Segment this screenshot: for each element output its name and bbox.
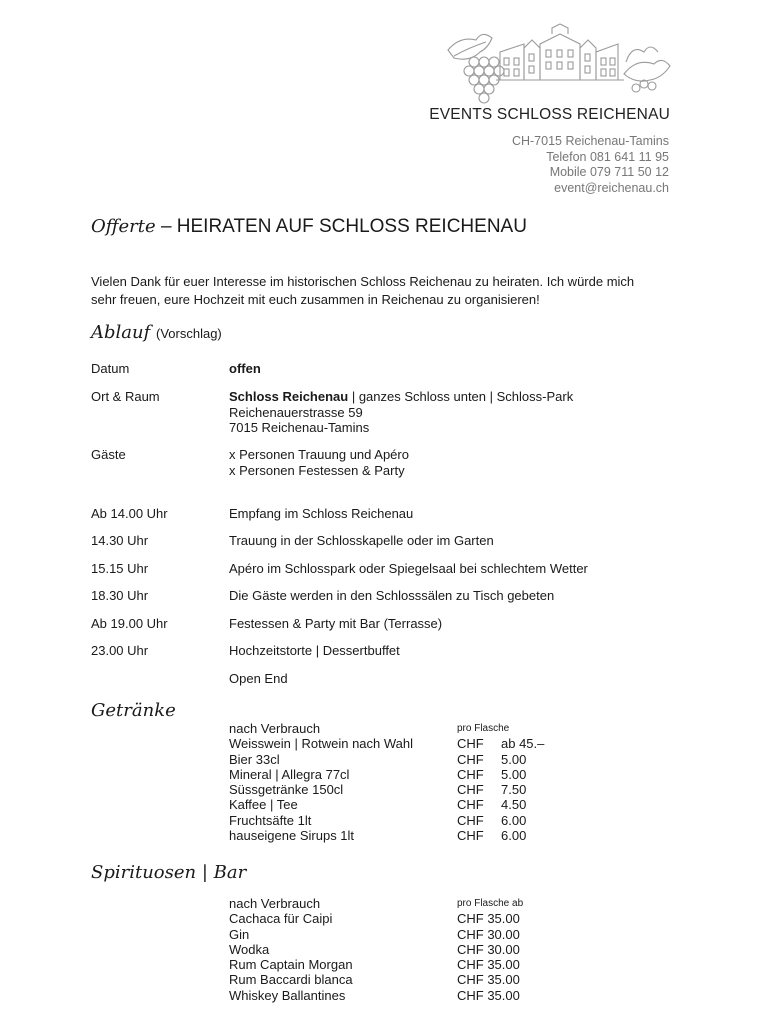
schedule-text: Die Gäste werden in den Schlosssälen zu Tisch gebeten — [229, 588, 555, 603]
price-value: 5.00 — [501, 751, 527, 767]
spirit-price: CHF 35.00 — [457, 957, 520, 973]
schedule-time: Ab 19.00 Uhr — [91, 616, 168, 631]
spirit-price: CHF 35.00 — [457, 972, 520, 988]
venue-city: 7015 Reichenau-Tamins — [229, 420, 370, 435]
title-script: Offerte — [91, 216, 156, 237]
price-header: pro Flasche ab — [457, 898, 524, 909]
title-text: – HEIRATEN AUF SCHLOSS REICHENAU — [160, 216, 527, 237]
spirituosen-intro: nach Verbrauch — [229, 896, 321, 911]
brand-name: EVENTS SCHLOSS REICHENAU — [429, 106, 670, 123]
row-label: Gäste — [91, 447, 126, 462]
row-label: Ort & Raum — [91, 389, 160, 404]
drink-item: Kaffee | Tee — [229, 797, 298, 813]
spirit-item: Wodka — [229, 941, 270, 957]
venue-street: Reichenauerstrasse 59 — [229, 404, 363, 420]
drink-item: Fruchtsäfte 1lt — [229, 812, 312, 828]
drink-item: Weisswein | Rotwein nach Wahl — [229, 736, 414, 752]
currency: CHF — [457, 812, 484, 828]
schedule-text: Festessen & Party mit Bar (Terrasse) — [229, 616, 443, 631]
drink-item: Mineral | Allegra 77cl — [229, 766, 350, 782]
currency: CHF — [457, 797, 484, 813]
row-label: Datum — [91, 361, 130, 376]
price-value: 6.00 — [501, 828, 527, 844]
drink-price — [457, 782, 544, 797]
getraenke-items — [229, 721, 413, 843]
schedule-time: 15.15 Uhr — [91, 561, 149, 576]
price-value: 7.50 — [501, 782, 527, 798]
spirit-item: Gin — [229, 926, 250, 942]
currency: CHF — [457, 782, 484, 798]
drink-price — [457, 813, 544, 828]
schedule-text: Open End — [229, 671, 288, 686]
price-header: pro Flasche — [457, 723, 510, 734]
spirit-item: Rum Captain Morgan — [229, 957, 353, 973]
price-value: ab 45.– — [501, 736, 545, 752]
spirit-price: CHF 30.00 — [457, 941, 520, 957]
currency: CHF — [457, 828, 484, 844]
spirituosen-prices — [457, 896, 523, 1003]
getraenke-prices — [457, 721, 544, 843]
spirit-price: CHF 35.00 — [457, 911, 520, 927]
schedule-time: 14.30 Uhr — [91, 533, 149, 548]
drink-item: hauseigene Sirups 1lt — [229, 828, 355, 844]
drink-item: Bier 33cl — [229, 751, 280, 767]
spirit-item: Rum Baccardi blanca — [229, 972, 353, 988]
currency: CHF — [457, 751, 484, 767]
contact-phone: Telefon 081 641 11 95 — [546, 149, 669, 164]
schedule-text: Empfang im Schloss Reichenau — [229, 506, 414, 521]
drink-price — [457, 828, 544, 843]
drink-price — [457, 736, 544, 751]
currency: CHF — [457, 736, 484, 752]
contact-email: event@reichenau.ch — [554, 180, 669, 195]
schedule-text: Apéro im Schlosspark oder Spiegelsaal bei schlechtem Wetter — [229, 561, 588, 576]
ablauf-subheading: (Vorschlag) — [156, 326, 222, 341]
drink-item: Süssgetränke 150cl — [229, 782, 344, 798]
page-title — [91, 216, 527, 238]
getraenke-intro: nach Verbrauch — [229, 721, 321, 736]
section-spirituosen-heading: Spirituosen | Bar — [91, 862, 247, 883]
price-value: 6.00 — [501, 812, 527, 828]
contact-address: CH-7015 Reichenau-Tamins — [511, 134, 669, 148]
spirit-price: CHF 35.00 — [457, 987, 520, 1003]
guests-line: x Personen Trauung und Apéro — [229, 447, 409, 462]
ablauf-heading-text: Ablauf — [91, 322, 151, 343]
price-value: 4.50 — [501, 797, 527, 813]
spirit-item: Cachaca für Caipi — [229, 911, 333, 927]
intro-text: Vielen Dank für euer Interesse im historischen Schloss Reichenau zu heiraten. Ich würde mich sehr freuen, eure Hochzeit mit euch zusammen in Reichenau zu organisieren! — [91, 274, 635, 307]
drink-price — [457, 797, 544, 812]
guests-line: x Personen Festessen & Party — [229, 462, 405, 478]
contact-mobile: Mobile 079 711 50 12 — [549, 165, 669, 180]
venue-name: Schloss Reichenau — [229, 389, 349, 404]
spirituosen-items — [229, 896, 353, 1003]
schedule-text: Trauung in der Schlosskapelle oder im Garten — [229, 533, 494, 548]
currency: CHF — [457, 766, 484, 782]
section-ablauf-heading — [91, 322, 222, 343]
drink-price — [457, 767, 544, 782]
venue-areas: | ganzes Schloss unten | Schloss-Park — [348, 389, 574, 404]
schedule-time: 23.00 Uhr — [91, 643, 149, 658]
schedule-time: 18.30 Uhr — [91, 588, 149, 603]
schedule-text: Hochzeitstorte | Dessertbuffet — [229, 643, 400, 658]
castle-logo-icon — [440, 22, 680, 110]
drink-price — [457, 752, 544, 767]
price-value: 5.00 — [501, 766, 527, 782]
schedule-time: Ab 14.00 Uhr — [91, 506, 168, 521]
section-getraenke-heading: Getränke — [91, 700, 176, 721]
spirit-price: CHF 30.00 — [457, 926, 520, 942]
contact-block — [400, 134, 669, 196]
row-value: offen — [229, 361, 261, 376]
spirit-item: Whiskey Ballantines — [229, 987, 346, 1003]
